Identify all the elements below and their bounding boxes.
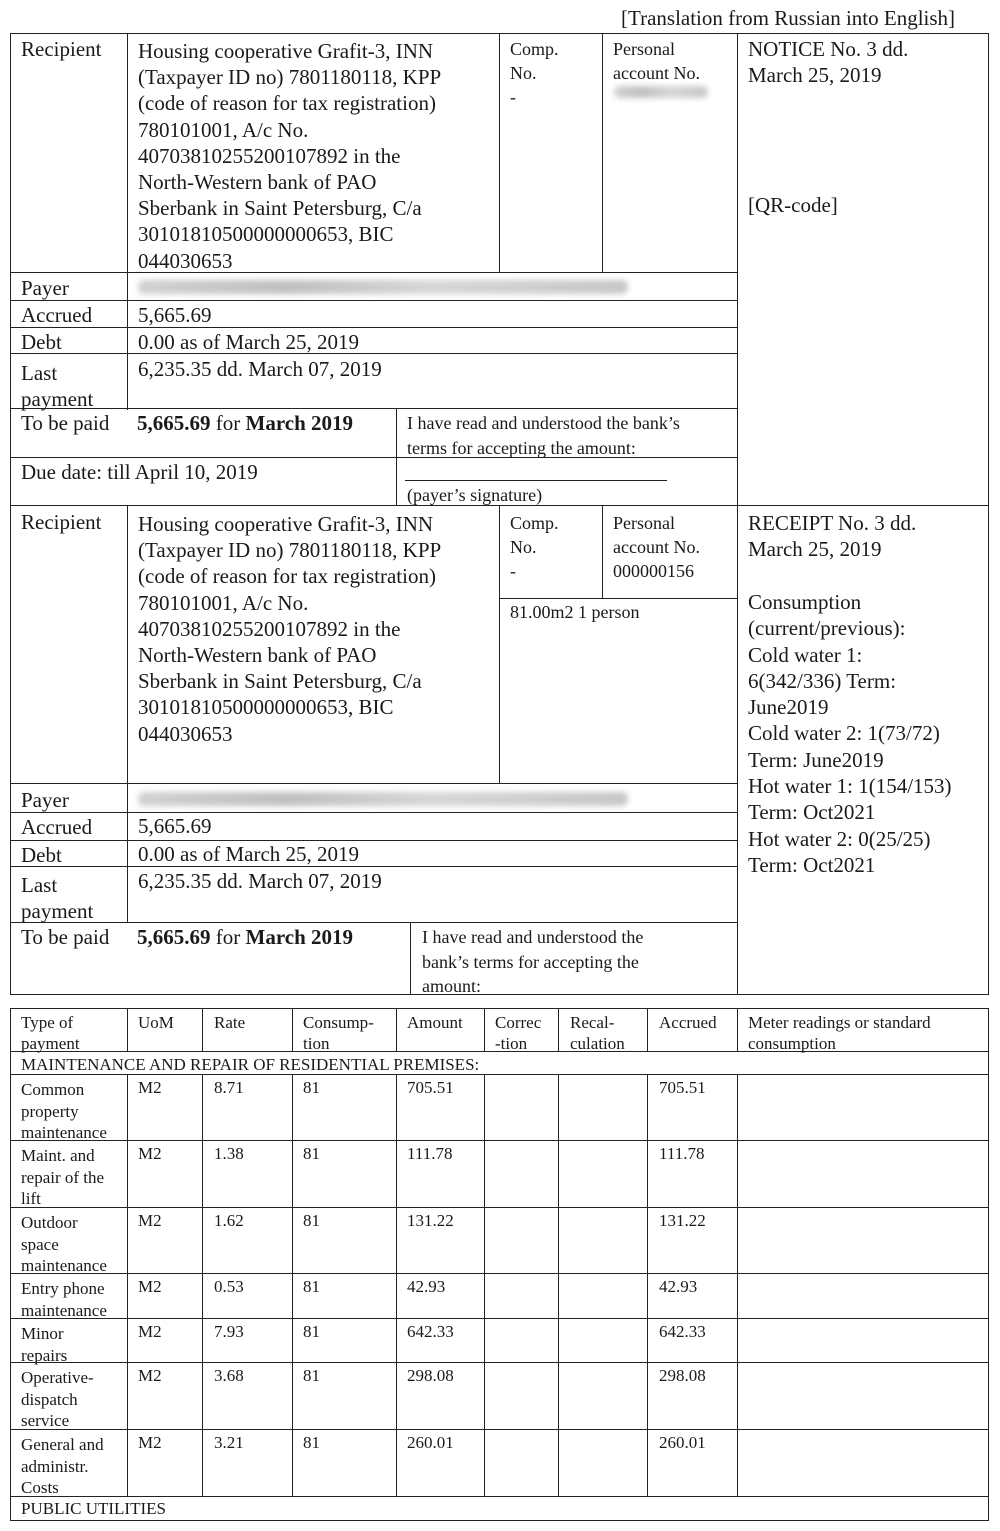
cell-rate: 8.71	[214, 1078, 244, 1097]
receipt-divider	[499, 505, 500, 783]
cell-uom: M2	[138, 1277, 162, 1296]
table-divider	[10, 1429, 989, 1430]
cell-type: Entry phone maintenance	[21, 1279, 107, 1320]
notice-divider	[499, 33, 500, 273]
receipt-recipient-label: Recipient	[21, 510, 102, 534]
receipt-to-be-paid-for: for	[215, 925, 241, 949]
receipt-divider	[127, 505, 128, 922]
cell-type: Operative- dispatch service	[21, 1368, 94, 1430]
redacted-payer-name	[138, 280, 628, 294]
notice-last-payment-value: 6,235.35 dd. March 07, 2019	[138, 357, 382, 381]
translation-note: [Translation from Russian into English]	[621, 6, 956, 30]
cell-accrued: 111.78	[659, 1144, 705, 1163]
table-divider	[396, 1008, 397, 1051]
cell-amount: 642.33	[407, 1322, 454, 1341]
cell-accrued: 42.93	[659, 1277, 698, 1296]
table-divider	[484, 1008, 485, 1051]
table-divider	[10, 1496, 989, 1497]
receipt-to-be-paid-amount: 5,665.69	[137, 925, 211, 949]
notice-payer-label: Payer	[21, 276, 69, 300]
cell-consumption: 81	[303, 1078, 320, 1097]
table-divider	[737, 1074, 738, 1496]
col-header-amount: Amount	[407, 1013, 463, 1032]
cell-type: Maint. and repair of the lift	[21, 1146, 105, 1208]
notice-title: NOTICE No. 3 dd. March 25, 2019	[748, 37, 909, 87]
col-header-meter-readings: Meter readings or standard consumption	[748, 1013, 931, 1053]
table-divider	[558, 1074, 559, 1496]
notice-divider	[737, 33, 738, 506]
receipt-divider	[499, 598, 737, 599]
table-divider	[202, 1074, 203, 1496]
table-divider	[647, 1074, 648, 1496]
notice-divider	[10, 408, 737, 409]
table-divider	[10, 1140, 989, 1141]
notice-to-be-paid-label: To be paid	[21, 411, 110, 435]
table-divider	[10, 1362, 989, 1363]
cell-amount: 705.51	[407, 1078, 454, 1097]
cell-amount: 298.08	[407, 1366, 454, 1385]
cell-type: Outdoor space maintenance	[21, 1213, 107, 1275]
notice-comp-no: Comp. No. -	[510, 39, 559, 107]
cell-accrued: 705.51	[659, 1078, 706, 1097]
cell-amount: 42.93	[407, 1277, 446, 1296]
table-divider	[127, 1074, 128, 1496]
cell-accrued: 642.33	[659, 1322, 706, 1341]
cell-type: Minor repairs	[21, 1324, 68, 1365]
col-header-rate: Rate	[214, 1013, 246, 1032]
col-header-recalculation: Recal- culation	[570, 1013, 625, 1053]
table-divider	[292, 1008, 293, 1051]
receipt-consumption-readings: Consumption (current/previous): Cold water 1: 6(342/336) Term: June2019 Cold water 2: 1(73/72) Term: June2019 Hot water 1: 1(154/153) Term: Oct2021 Hot water 2: 0(25/25) Term: Oct2021	[748, 590, 952, 877]
cell-amount: 260.01	[407, 1433, 454, 1452]
table-divider	[484, 1074, 485, 1496]
cell-rate: 7.93	[214, 1322, 244, 1341]
table-divider	[202, 1008, 203, 1051]
receipt-personal-account: Personal account No. 000000156	[613, 513, 700, 581]
receipt-recipient-details: Housing cooperative Grafit-3, INN (Taxpayer ID no) 7801180118, KPP (code of reason for tax registration) 780101001, A/c No. 40703810255200107892 in the North-Western bank of PAO Sberbank in Saint Petersburg, C/a 30101810500000000653, BIC 044030653	[138, 512, 442, 746]
notice-debt-value: 0.00 as of March 25, 2019	[138, 330, 360, 354]
cell-accrued: 131.22	[659, 1211, 706, 1230]
col-header-type: Type of payment	[21, 1013, 80, 1053]
redacted-payer-name	[138, 792, 628, 806]
notice-personal-account-label: Personal account No.	[613, 39, 700, 83]
receipt-debt-label: Debt	[21, 843, 62, 867]
receipt-to-be-paid-month: March 2019	[245, 925, 354, 949]
cell-consumption: 81	[303, 1277, 320, 1296]
cell-uom: M2	[138, 1211, 162, 1230]
cell-consumption: 81	[303, 1366, 320, 1385]
receipt-divider	[10, 922, 737, 923]
cell-consumption: 81	[303, 1211, 320, 1230]
receipt-payer-label: Payer	[21, 788, 69, 812]
receipt-title: RECEIPT No. 3 dd. March 25, 2019	[748, 511, 917, 561]
table-divider	[10, 1273, 989, 1274]
cell-amount: 131.22	[407, 1211, 454, 1230]
cell-accrued: 298.08	[659, 1366, 706, 1385]
cell-rate: 0.53	[214, 1277, 244, 1296]
notice-accrued-label: Accrued	[21, 303, 93, 327]
cell-type: Common property maintenance	[21, 1080, 107, 1142]
receipt-to-be-paid-value	[137, 927, 353, 948]
receipt-divider	[10, 812, 737, 813]
receipt-divider	[602, 505, 603, 599]
cell-consumption: 81	[303, 1144, 320, 1163]
cell-rate: 1.62	[214, 1211, 244, 1230]
receipt-divider	[10, 840, 737, 841]
table-divider	[10, 1207, 989, 1208]
table-divider	[737, 1008, 738, 1051]
notice-recipient-details: Housing cooperative Grafit-3, INN (Taxpayer ID no) 7801180118, KPP (code of reason for tax registration) 780101001, A/c No. 40703810255200107892 in the North-Western bank of PAO Sberbank in Saint Petersburg, C/a 30101810500000000653, BIC 044030653	[138, 39, 442, 273]
cell-uom: M2	[138, 1078, 162, 1097]
table-divider	[558, 1008, 559, 1051]
table-divider	[127, 1008, 128, 1051]
signature-line	[405, 480, 667, 481]
qr-code-placeholder: [QR-code]	[748, 193, 838, 217]
receipt-last-payment-label: Last payment	[21, 873, 94, 923]
redacted-account-number	[614, 86, 708, 98]
receipt-comp-no: Comp. No. -	[510, 513, 559, 581]
receipt-divider	[10, 866, 737, 867]
receipt-last-payment-value: 6,235.35 dd. March 07, 2019	[138, 869, 382, 893]
notice-to-be-paid-month: March 2019	[245, 411, 354, 435]
table-divider	[396, 1074, 397, 1496]
receipt-terms-text: I have read and understood the bank’s terms for accepting the amount:	[422, 927, 644, 996]
receipt-divider	[737, 505, 738, 995]
cell-rate: 3.68	[214, 1366, 244, 1385]
cell-accrued: 260.01	[659, 1433, 706, 1452]
col-header-uom: UoM	[138, 1013, 174, 1032]
cell-uom: M2	[138, 1322, 162, 1341]
table-divider	[292, 1074, 293, 1496]
receipt-debt-value: 0.00 as of March 25, 2019	[138, 842, 360, 866]
table-divider	[10, 1074, 989, 1075]
cell-rate: 1.38	[214, 1144, 244, 1163]
receipt-accrued-label: Accrued	[21, 815, 93, 839]
table-divider	[647, 1008, 648, 1051]
cell-consumption: 81	[303, 1322, 320, 1341]
receipt-accrued-value: 5,665.69	[138, 814, 212, 838]
section-public-utilities: PUBLIC UTILITIES	[21, 1499, 166, 1518]
signature-caption: (payer’s signature)	[407, 485, 543, 505]
notice-to-be-paid-value	[137, 413, 353, 434]
notice-terms-text: I have read and understood the bank’s terms for accepting the amount:	[407, 413, 680, 458]
notice-accrued-value: 5,665.69	[138, 303, 212, 327]
notice-divider	[10, 327, 737, 328]
cell-uom: M2	[138, 1144, 162, 1163]
receipt-divider	[410, 922, 411, 995]
notice-last-payment-label: Last payment	[21, 361, 94, 411]
receipt-divider	[10, 783, 737, 784]
notice-due-date: Due date: till April 10, 2019	[21, 460, 258, 484]
receipt-area-persons: 81.00m2 1 person	[510, 602, 640, 622]
cell-uom: M2	[138, 1433, 162, 1452]
section-maintenance: MAINTENANCE AND REPAIR OF RESIDENTIAL PREMISES:	[21, 1055, 480, 1074]
table-divider	[10, 1318, 989, 1319]
cell-consumption: 81	[303, 1433, 320, 1452]
notice-recipient-label: Recipient	[21, 37, 102, 61]
col-header-consumption: Consump- tion	[303, 1013, 374, 1053]
col-header-correction: Correc -tion	[495, 1013, 542, 1053]
notice-to-be-paid-amount: 5,665.69	[137, 411, 211, 435]
notice-divider	[10, 300, 737, 301]
receipt-to-be-paid-label: To be paid	[21, 925, 110, 949]
notice-debt-label: Debt	[21, 330, 62, 354]
cell-rate: 3.21	[214, 1433, 244, 1452]
notice-divider	[602, 33, 603, 273]
cell-uom: M2	[138, 1366, 162, 1385]
notice-to-be-paid-for: for	[215, 411, 241, 435]
cell-amount: 111.78	[407, 1144, 453, 1163]
col-header-accrued: Accrued	[659, 1013, 717, 1032]
notice-divider	[10, 353, 737, 354]
cell-type: General and administr. Costs	[21, 1435, 104, 1497]
